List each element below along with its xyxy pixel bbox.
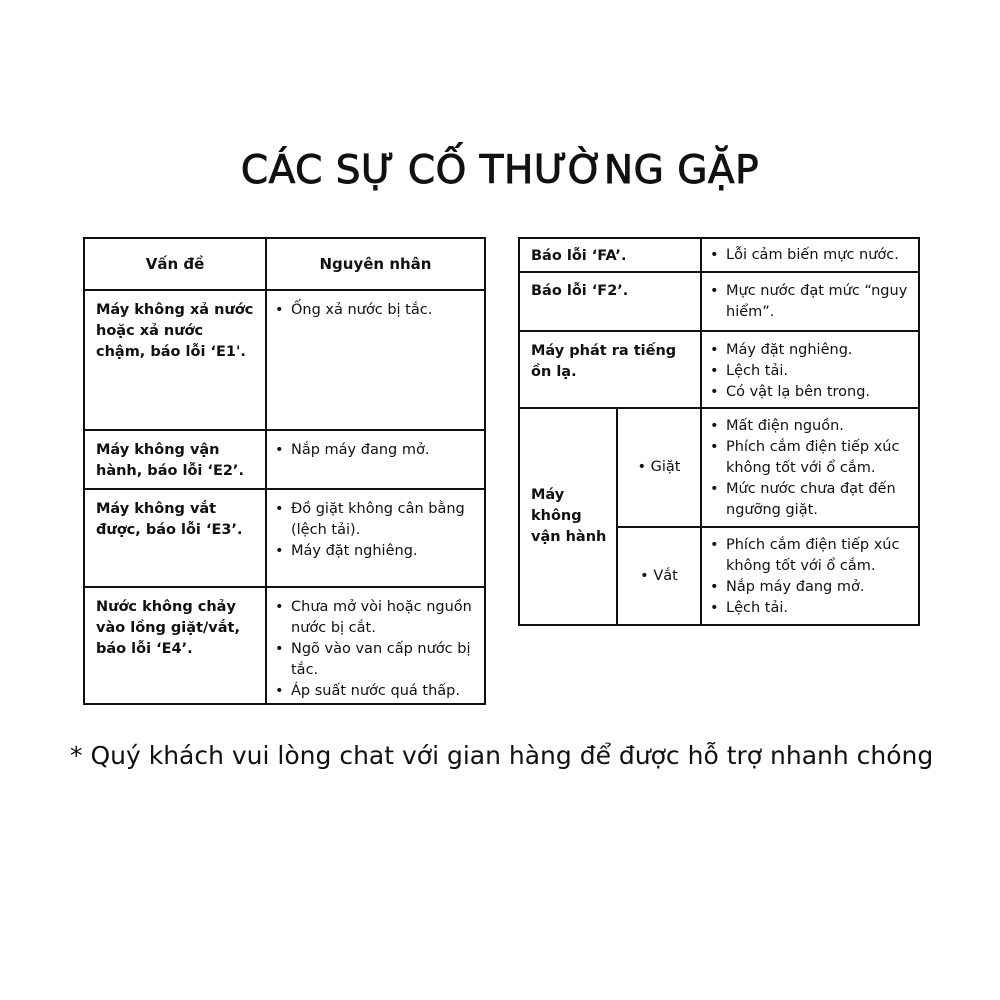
list-item: • Mực nước đạt mức “nguy hiểm”.: [710, 281, 910, 323]
list-item: • Ngõ vào van cấp nước bị tắc.: [275, 639, 476, 681]
issue-cell: Nước không chảy vào lồng giặt/vắt, báo lỗi ‘E4’.: [84, 587, 266, 704]
issue-cell: Máy không vận hành, báo lỗi ‘E2’.: [84, 430, 266, 489]
list-item: • Máy đặt nghiêng.: [275, 541, 476, 562]
bullet-icon: •: [710, 579, 719, 595]
issue-cell: Báo lỗi ‘F2’.: [519, 272, 701, 331]
table-row: [84, 489, 485, 587]
bullet-icon: •: [710, 363, 719, 379]
bullet-icon: •: [275, 641, 284, 657]
bullet-icon: •: [275, 543, 284, 559]
list-item: • Có vật lạ bên trong.: [710, 382, 910, 403]
cause-cell: [701, 527, 919, 625]
issues-table-right: [518, 237, 920, 626]
list-item: • Ống xả nước bị tắc.: [275, 300, 476, 321]
cause-cell: [266, 489, 485, 587]
list-item: • Mức nước chưa đạt đến ngưỡng giặt.: [710, 479, 910, 521]
list-item: • Lệch tải.: [710, 361, 910, 382]
list-item: • Nắp máy đang mở.: [275, 440, 476, 461]
bullet-icon: •: [710, 342, 719, 358]
issues-table-left: [83, 237, 486, 705]
list-item: • Nắp máy đang mở.: [710, 577, 910, 598]
issue-cell: Máy không xả nước hoặc xả nước chậm, báo lỗi ‘E1'.: [84, 290, 266, 430]
list-item: • Máy đặt nghiêng.: [710, 340, 910, 361]
cause-cell: [701, 238, 919, 272]
bullet-icon: •: [275, 442, 284, 458]
bullet-icon: •: [275, 683, 284, 699]
bullet-icon: •: [710, 418, 719, 434]
issue-cell: Báo lỗi ‘FA’.: [519, 238, 701, 272]
table-row: [519, 238, 919, 272]
table-row: [519, 272, 919, 331]
bullet-icon: •: [710, 537, 719, 553]
sub-label-cell: [617, 408, 701, 527]
list-item: • Chưa mở vòi hoặc nguồn nước bị cắt.: [275, 597, 476, 639]
cause-cell: [266, 587, 485, 704]
table-header-row: [84, 238, 485, 290]
bullet-icon: •: [710, 384, 719, 400]
cause-cell: [701, 331, 919, 408]
bullet-icon: •: [710, 247, 719, 263]
bullet-icon: •: [275, 599, 284, 615]
list-item: • Lệch tải.: [710, 598, 910, 619]
header-issue: Vấn đề: [84, 238, 266, 290]
bullet-icon: •: [710, 600, 719, 616]
cause-cell: [701, 408, 919, 527]
table-row: [84, 587, 485, 704]
table-row: [519, 408, 919, 527]
bullet-icon: •: [640, 567, 649, 584]
list-item: • Phích cắm điện tiếp xúc không tốt với ổ cắm.: [710, 535, 910, 577]
cause-cell: [701, 272, 919, 331]
cause-cell: [266, 290, 485, 430]
table-row: [519, 331, 919, 408]
list-item: • Mất điện nguồn.: [710, 416, 910, 437]
sub-label-spin: Vắt: [653, 567, 678, 584]
bullet-icon: •: [710, 481, 719, 497]
issue-cell: Máy phát ra tiếng ồn lạ.: [519, 331, 701, 408]
group-issue-cell: Máy không vận hành: [519, 408, 617, 625]
footnote: * Quý khách vui lòng chat với gian hàng để được hỗ trợ nhanh chóng: [70, 741, 934, 770]
page-title: CÁC SỰ CỐ THƯỜNG GẶP: [240, 148, 760, 193]
bullet-icon: •: [275, 302, 284, 318]
sub-label-cell: [617, 527, 701, 625]
bullet-icon: •: [637, 459, 647, 475]
header-cause: Nguyên nhân: [266, 238, 485, 290]
table-row: [84, 290, 485, 430]
bullet-icon: •: [710, 283, 719, 299]
issue-cell: Máy không vắt được, báo lỗi ‘E3’.: [84, 489, 266, 587]
cause-cell: [266, 430, 485, 489]
sub-label-wash: Giặt: [650, 459, 681, 475]
list-item: • Áp suất nước quá thấp.: [275, 681, 476, 702]
bullet-icon: •: [275, 501, 284, 517]
list-item: • Đồ giặt không cân bằng (lệch tải).: [275, 499, 476, 541]
list-item: • Phích cắm điện tiếp xúc không tốt với ổ cắm.: [710, 437, 910, 479]
table-row: [84, 430, 485, 489]
bullet-icon: •: [710, 439, 719, 455]
list-item: • Lỗi cảm biến mực nước.: [710, 245, 910, 266]
